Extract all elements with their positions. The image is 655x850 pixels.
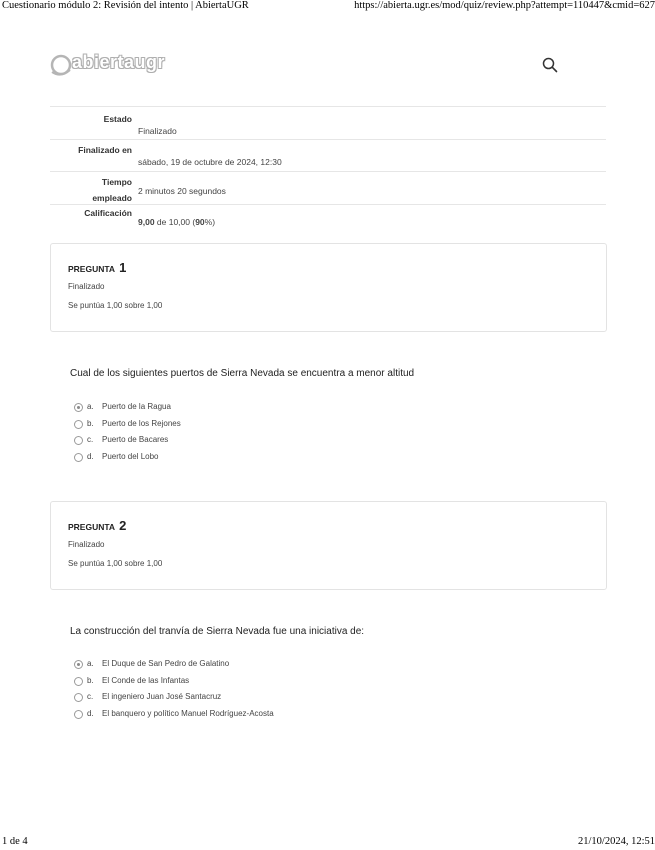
radio-icon[interactable] (74, 436, 83, 445)
print-page-title: Cuestionario módulo 2: Revisión del intento | AbiertaUGR (2, 0, 249, 11)
radio-checked-icon[interactable] (74, 403, 83, 412)
radio-checked-icon[interactable] (74, 660, 83, 669)
answer-list (74, 402, 554, 468)
answer-list (74, 659, 554, 725)
summary-label: Finalizado en (78, 145, 132, 155)
answer-letter: d. (87, 708, 94, 718)
answer-text: Puerto de Bacares (102, 435, 169, 444)
summary-row-state (50, 107, 606, 140)
print-header (0, 0, 655, 14)
question-info-card (50, 243, 607, 332)
search-button[interactable] (542, 57, 558, 73)
grade-percent: 90 (195, 217, 205, 227)
logo-text: abiertaugr (72, 52, 166, 72)
summary-clipped-row (50, 98, 606, 107)
summary-row-grade (50, 205, 606, 235)
search-icon (542, 57, 558, 73)
answer-text: Puerto del Lobo (102, 451, 159, 461)
answer-option[interactable] (74, 709, 554, 726)
answer-option[interactable] (74, 659, 554, 676)
summary-value (138, 217, 215, 227)
summary-label: Estado (103, 114, 132, 124)
radio-icon[interactable] (74, 710, 83, 719)
answer-option[interactable] (74, 692, 554, 709)
attempt-summary (50, 98, 606, 235)
radio-icon[interactable] (74, 453, 83, 462)
answer-letter: a. (87, 659, 94, 668)
print-datetime: 21/10/2024, 12:51 (577, 836, 655, 847)
summary-row-finished (50, 140, 606, 172)
answer-letter: c. (87, 692, 94, 701)
logo-mark-icon (50, 52, 72, 76)
answer-letter: d. (87, 451, 94, 461)
grade-mid: de 10,00 ( (154, 217, 196, 227)
site-logo[interactable] (50, 52, 175, 78)
question-state: Finalizado (68, 282, 105, 291)
question-text: Cual de los siguientes puertos de Sierra Nevada se encuentra a menor altitud (70, 368, 415, 379)
summary-value: sábado, 19 de octubre de 2024, 12:30 (138, 157, 282, 167)
radio-icon[interactable] (74, 420, 83, 429)
answer-text: El banquero y político Manuel Rodríguez-Acosta (102, 708, 274, 718)
question-heading: PREGUNTA 2 (68, 518, 127, 533)
print-page-number: 1 de 4 (2, 836, 28, 847)
answer-text: Puerto de la Ragua (102, 402, 171, 411)
question-number: 2 (119, 518, 127, 533)
answer-option[interactable] (74, 419, 554, 436)
question-info-card (50, 501, 607, 590)
answer-letter: a. (87, 402, 94, 411)
summary-label: Tiempo empleado (92, 177, 132, 203)
summary-label: Calificación (84, 208, 132, 218)
question-text: La construcción del tranvía de Sierra Nevada fue una iniciativa de: (70, 626, 365, 637)
print-page-url: https://abierta.ugr.es/mod/quiz/review.php?attempt=110447&cmid=627 (354, 0, 655, 11)
answer-option[interactable] (74, 452, 554, 469)
answer-option[interactable] (74, 676, 554, 693)
answer-option[interactable] (74, 402, 554, 419)
question-grade: Se puntúa 1,00 sobre 1,00 (68, 559, 163, 568)
answer-text: El Conde de las Infantas (102, 675, 190, 685)
question-grade: Se puntúa 1,00 sobre 1,00 (68, 301, 163, 310)
answer-letter: b. (87, 418, 94, 428)
summary-value: 2 minutos 20 segundos (138, 186, 226, 196)
grade-score: 9,00 (138, 217, 155, 227)
answer-letter: b. (87, 675, 94, 685)
grade-end: %) (204, 217, 216, 227)
answer-text: El Duque de San Pedro de Galatino (102, 659, 230, 668)
summary-value: Finalizado (138, 126, 177, 136)
radio-icon[interactable] (74, 693, 83, 702)
radio-icon[interactable] (74, 677, 83, 686)
answer-letter: c. (87, 435, 94, 444)
answer-option[interactable] (74, 435, 554, 452)
summary-row-time (50, 172, 606, 205)
question-state: Finalizado (68, 540, 105, 549)
question-heading: PREGUNTA 1 (68, 260, 127, 275)
question-number: 1 (119, 260, 127, 275)
answer-text: Puerto de los Rejones (102, 418, 181, 428)
answer-text: El ingeniero Juan José Santacruz (102, 692, 222, 701)
